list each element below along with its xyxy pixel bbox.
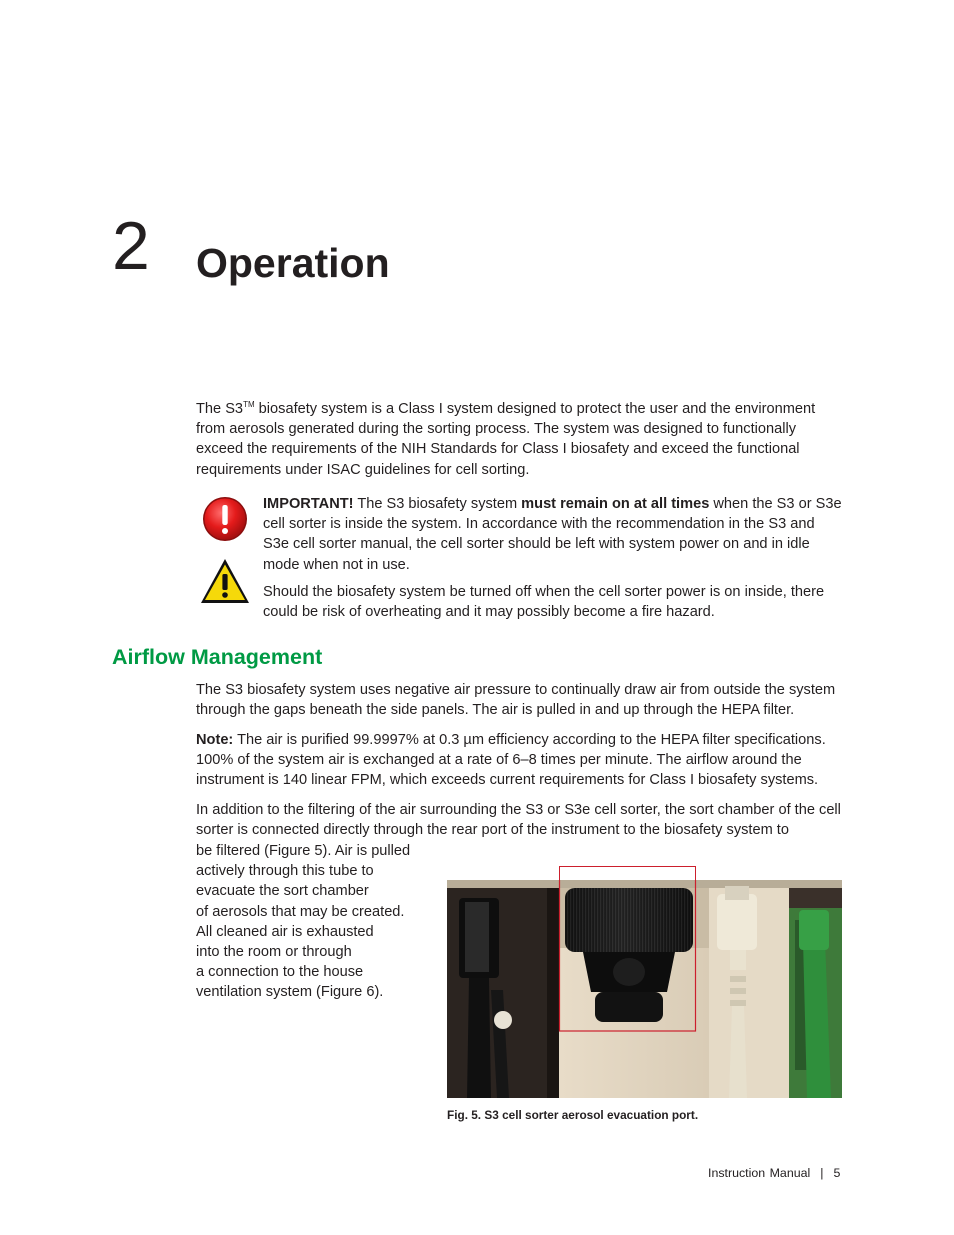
airflow-paragraph-3: In addition to the filtering of the air surrounding the S3 or S3e cell sorter, the sort chamber of the cell sorter is connected directly through the rear port of the instrument to the biosafety system to <box>196 802 841 839</box>
note-label: Note: <box>196 732 234 748</box>
warning-icon <box>199 557 251 605</box>
stop-icon <box>202 496 248 542</box>
wrapped-line: evacuate the sort chamber <box>196 883 369 900</box>
intro-paragraph <box>196 399 844 480</box>
wrapped-line: of aerosols that may be created. <box>196 903 405 920</box>
wrapped-line: a connection to the house <box>196 964 364 981</box>
note-text: The air is purified 99.9997% at 0.3 µm efficiency according to the HEPA filter specifications. 100% of the system air is exchanged at a rate of 6–8 times per minute. The airflow around the instrument is 140 linear FPM, which exceeds current requirements for Class I biosafety systems. <box>196 732 826 789</box>
figure-photo <box>447 880 842 1098</box>
wrapped-line: into the room or through <box>196 944 352 961</box>
note-paragraph <box>196 730 844 791</box>
important-notice-second: Should the biosafety system be turned off when the cell sorter power is on inside, there could be risk of overheating and it may possibly become a fire hazard. <box>263 584 825 621</box>
figure-highlight-box <box>559 866 696 880</box>
important-label: IMPORTANT! <box>263 496 354 512</box>
section-heading: Airflow Management <box>112 645 323 669</box>
chapter-number: 2 <box>112 208 150 284</box>
trademark-mark: TM <box>243 400 255 410</box>
wrapped-line: actively through this tube to <box>196 863 374 880</box>
important-text-start: The S3 biosafety system <box>353 496 522 512</box>
footer-label: Instruction Manual <box>708 1166 811 1180</box>
intro-text-rest: biosafety system is a Class I system designed to protect the user and the environment from aerosols generated during the sorting process. The system was designed to functionally exceed the requirements of the NIH Standards for Class I biosafety and exceed the functional requirements under ISAC guidelines for cell sorting. <box>196 401 816 478</box>
airflow-wrapped-text <box>196 841 421 1003</box>
chapter-title: Operation <box>196 240 390 286</box>
wrapped-line: be filtered (Figure 5). Air is pulled <box>196 843 411 859</box>
wrapped-line: All cleaned air is exhausted <box>196 923 374 940</box>
page-number: 5 <box>833 1166 841 1180</box>
important-emphasis: must remain on at all times <box>521 496 710 512</box>
airflow-paragraph-1: The S3 biosafety system uses negative air pressure to continually draw air from outside the system through the gaps beneath the side panels. The air is pulled in and up through the HEPA filter. <box>196 682 836 719</box>
important-text-rest: when the S3 or S3e cell sorter is inside the system. In accordance with the recommendation in the S3 and S3e cell sorter manual, the cell sorter should be left with system power on and in idle mode when not in use. <box>263 496 842 573</box>
wrapped-line: ventilation system (Figure 6). <box>196 984 384 1001</box>
figure-caption: Fig. 5. S3 cell sorter aerosol evacuation port. <box>447 1108 699 1122</box>
page-footer <box>708 1166 840 1180</box>
footer-separator: | <box>820 1166 824 1180</box>
important-notice <box>263 494 843 575</box>
intro-text-start: The S3 <box>196 401 244 417</box>
